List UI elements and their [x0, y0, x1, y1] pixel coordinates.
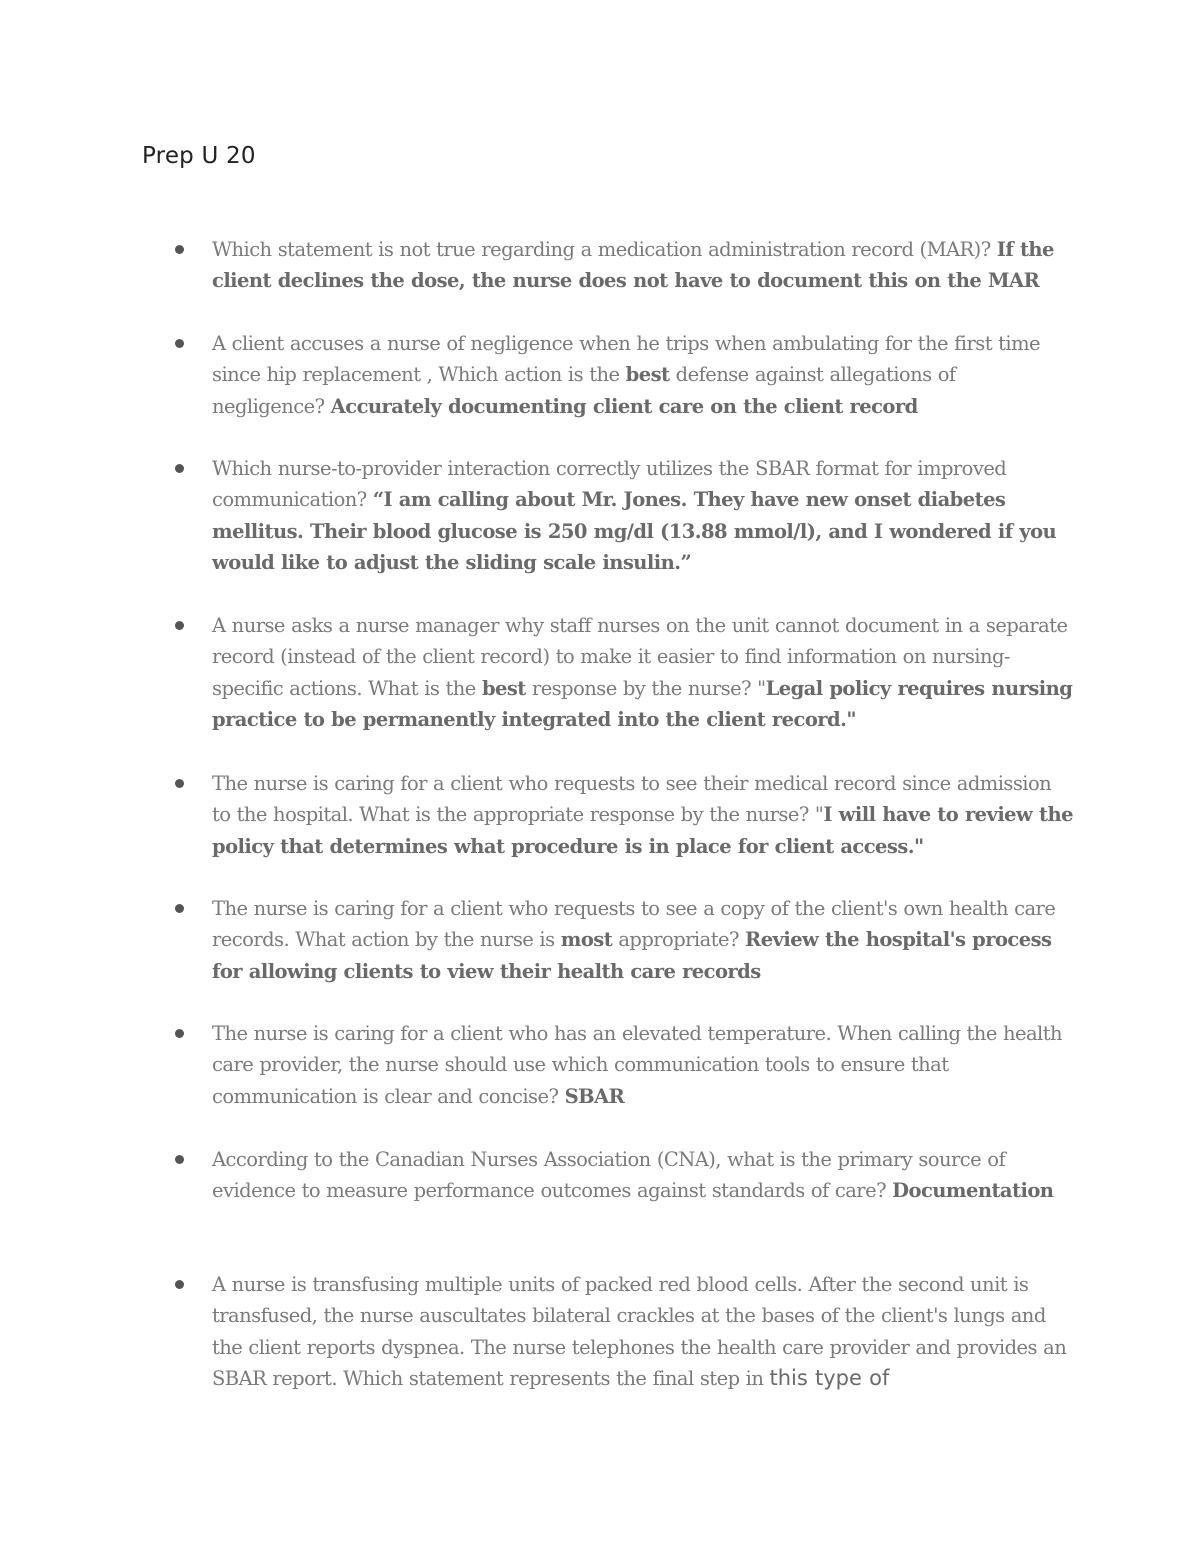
- question-text-continued: response by the nurse? ": [531, 676, 766, 700]
- list-item: [212, 1269, 1074, 1395]
- list-item: [212, 1018, 1074, 1112]
- list-item: [212, 1144, 1074, 1207]
- page-title: Prep U 20: [142, 143, 256, 169]
- question-text: Which statement is not true regarding a medication administration record (MAR)?: [212, 238, 991, 261]
- question-tail-text: this type of: [769, 1366, 890, 1391]
- bullet-icon: [175, 1029, 184, 1038]
- bullet-icon: [175, 779, 184, 788]
- question-text-continued: defense against allegations of negligence?: [212, 363, 956, 418]
- list-item: [212, 768, 1074, 862]
- answer-text: Review the hospital's process for allowing clients to view their health care records: [212, 928, 1052, 983]
- question-text: The nurse is caring for a client who requests to see a copy of the client's own health care records. What action by the nurse is: [212, 897, 1056, 952]
- bullet-icon: [175, 904, 184, 913]
- list-item: [212, 328, 1074, 422]
- question-text-continued: appropriate?: [618, 928, 739, 952]
- answer-text: “I am calling about Mr. Jones. They have new onset diabetes mellitus. Their blood glucose is 250 mg/dl (13.88 mmol/l), and I wondered if you would like to adjust the sliding scale insulin.”: [212, 488, 1057, 575]
- emphasis-text: best: [625, 363, 670, 387]
- bullet-icon: [175, 464, 184, 473]
- list-item: [212, 453, 1074, 579]
- question-text: The nurse is caring for a client who has an elevated temperature. When calling the health care provider, the nurse should use which communication tools to ensure that communication is clear and concise?: [212, 1022, 1063, 1108]
- bullet-icon: [175, 621, 184, 630]
- bullet-icon: [175, 245, 184, 254]
- question-text: A nurse is transfusing multiple units of packed red blood cells. After the second unit is transfused, the nurse auscultates bilateral crackles at the bases of the client's lungs and the client reports dyspnea. The nurse telephones the health care provider and provides an SBAR report. Which statement represents the final step in: [212, 1273, 1067, 1391]
- answer-text: If the client declines the dose, the nurse does not have to document this on the MAR: [212, 238, 1054, 293]
- question-text: A client accuses a nurse of negligence when he trips when ambulating for the first time since hip replacement , Which action is the: [212, 332, 1041, 387]
- answer-text: I will have to review the policy that determines what procedure is in place for client access.": [212, 803, 1073, 858]
- bullet-icon: [175, 1155, 184, 1164]
- bullet-icon: [175, 339, 184, 348]
- list-item: [212, 234, 1074, 297]
- question-text: Which nurse-to-provider interaction correctly utilizes the SBAR format for improved communication?: [212, 457, 1007, 512]
- answer-text: SBAR: [564, 1084, 625, 1108]
- bullet-icon: [175, 1280, 184, 1289]
- emphasis-text: most: [560, 928, 613, 952]
- answer-text: Documentation: [892, 1179, 1054, 1203]
- emphasis-text: best: [481, 676, 526, 700]
- question-text: The nurse is caring for a client who requests to see their medical record since admission to the hospital. What is the appropriate response by the nurse? ": [212, 772, 1052, 827]
- question-text: A nurse asks a nurse manager why staff nurses on the unit cannot document in a separate record (instead of the client record) to make it easier to find information on nursing-specific actions. What is the: [212, 614, 1068, 700]
- answer-text: Legal policy requires nursing practice to be permanently integrated into the client record.": [212, 676, 1073, 732]
- list-item: [212, 893, 1074, 987]
- question-text: According to the Canadian Nurses Association (CNA), what is the primary source of evidence to measure performance outcomes against standards of care?: [212, 1148, 1006, 1203]
- list-item: [212, 610, 1074, 736]
- answer-text: Accurately documenting client care on the client record: [330, 394, 918, 418]
